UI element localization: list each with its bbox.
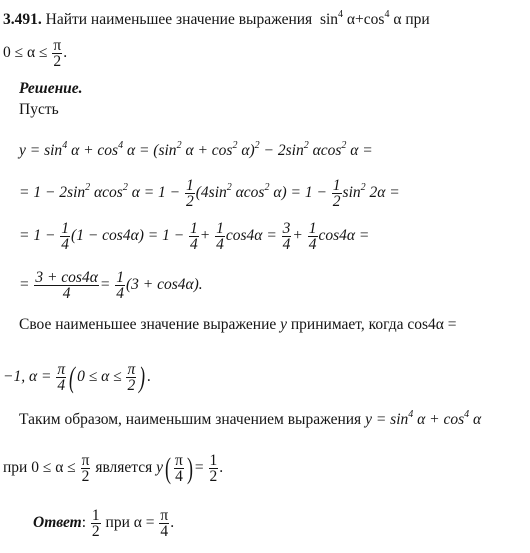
conclusion-sentence: Таким образом, наименьшим значением выражения $y = \sin^4 \alpha + \cos^4 \alpha$ xyxy=(19,409,482,428)
derivation-line-1: $y = \sin^4 \alpha + \cos^4 \alpha = (\sin^2$ $\alpha + \cos^2 \alpha)^2 - 2\sin^2$ αcos$^2$ α = xyxy=(19,140,373,159)
fraction-1-2: $\frac{1}{2}$ xyxy=(186,177,194,210)
fraction-pi-4: $\frac{\pi}{4}$ xyxy=(175,452,183,485)
fraction-1-2: $\frac{1}{2}$ xyxy=(91,507,100,540)
fraction-1-2: $\frac{1}{2}$ xyxy=(332,177,341,210)
fraction-1-4: $\frac{1}{4}$ xyxy=(190,220,198,253)
conclusion-condition: при 0 ≤ α ≤ $\frac{\pi}{2}$ является y( $\frac{\pi}{4}$ ) = $\frac{1}{2}$ . xyxy=(3,451,224,485)
derivation-line-4: = $\frac{3 + \cos 4\alpha}{4}$ = $\frac{1}{4}$ (3 + cos4α). xyxy=(19,269,203,302)
fraction-3-4: $\frac{3}{4}$ xyxy=(282,220,291,253)
fraction-1-4: $\frac{1}{4}$ xyxy=(308,220,317,253)
solution-heading: Решение. xyxy=(19,80,83,97)
answer-label: Ответ xyxy=(33,514,82,532)
problem-condition: 0 ≤ α ≤ $\frac{\pi}{2}$ . xyxy=(3,37,68,70)
fraction-pi-4: $\frac{\pi}{4}$ xyxy=(57,361,66,394)
answer-line: Ответ: $\frac{1}{2}$ при α = $\frac{\pi}{4}$ . xyxy=(33,507,175,540)
fraction-1-4: $\frac{1}{4}$ xyxy=(116,269,124,302)
problem-line-1: 3.491. Найти наименьшее значение выражения $\sin^4 \alpha+\cos^4$ α при xyxy=(3,9,430,28)
alpha-value-line: −1, α = $\frac{\pi}{4}$ ( 0 ≤ α ≤ $\frac{\pi}{2}$ ) . xyxy=(3,360,152,394)
fraction-pi-2: $\frac{\pi}{2}$ xyxy=(81,452,90,485)
fraction-pi-4: $\frac{\pi}{4}$ xyxy=(160,507,169,540)
problem-statement: Найти наименьшее значение выражения xyxy=(45,11,313,28)
fraction-1-2: $\frac{1}{2}$ xyxy=(209,452,218,485)
fraction-1-4: $\frac{1}{4}$ xyxy=(61,220,70,253)
pi-over-2-fraction: $\frac{\pi}{2}$ xyxy=(53,37,62,70)
derivation-line-2: = $1 - 2\sin^2$ αcos$^2$ α = 1 − $\frac{1}{2}$ ($4\sin^2$ αcos$^2$ α) = 1 − $\frac{1}{2}$ $\sin^2 2\alpha$ = xyxy=(19,177,400,210)
fraction-pi-2: $\frac{\pi}{2}$ xyxy=(127,361,136,394)
derivation-line-3: = 1 − $\frac{1}{4}$ (1 − cos4α) = 1 − $\frac{1}{4}$ + $\frac{1}{4}$ cos4α = $\frac{3}{4}$ + $\frac{1}{4}$ cos4α = xyxy=(19,220,370,253)
let-word: Пусть xyxy=(19,101,59,118)
minimum-sentence: Свое наименьшее значение выражение y принимает, когда cos4α = xyxy=(19,316,457,333)
fraction-3-plus-cos-over-4: $\frac{3 + \cos 4\alpha}{4}$ xyxy=(35,269,98,302)
problem-number: 3.491. xyxy=(3,11,42,28)
fraction-1-4: $\frac{1}{4}$ xyxy=(216,220,224,253)
